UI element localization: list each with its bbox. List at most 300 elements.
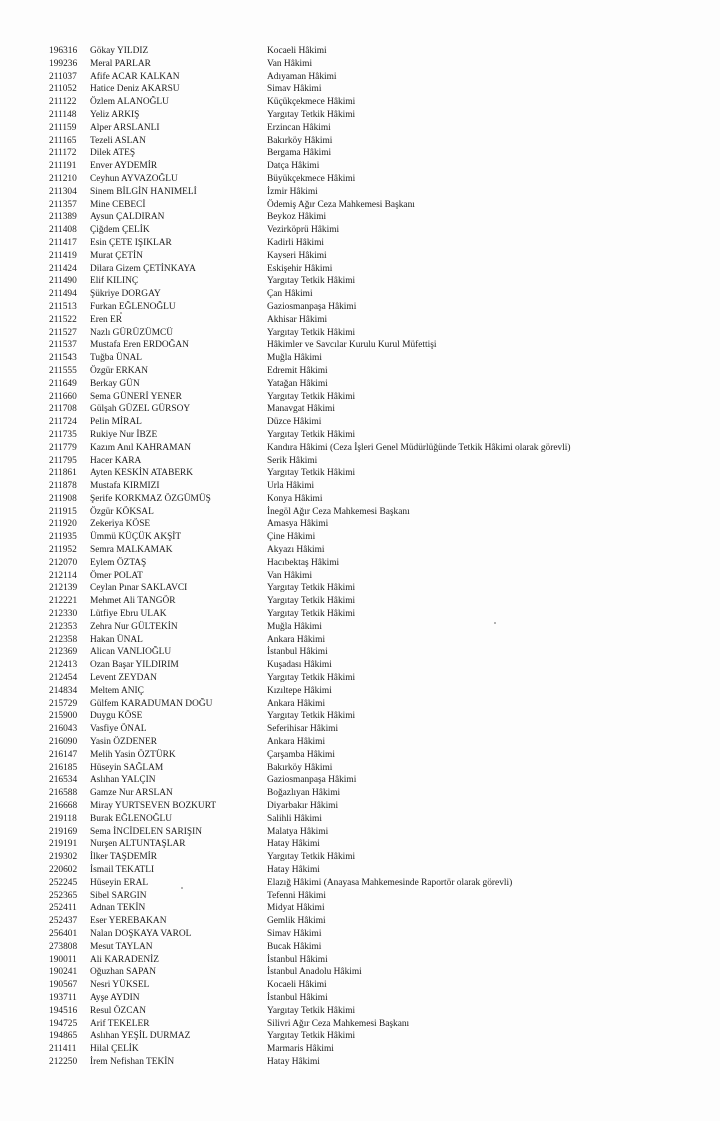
record-id: 190011 [49,954,77,965]
person-name: Burak EĞLENOĞLU [90,813,173,824]
record-id: 211122 [49,97,77,108]
table-row [49,45,689,58]
record-id: 211735 [49,429,77,440]
person-name: Nazlı GÜRÜZÜMCÜ [90,327,174,338]
table-row [49,71,689,84]
assigned-post: Yargıtay Tetkik Hâkimi [267,429,356,440]
assigned-post: Yargıtay Tetkik Hâkimi [267,711,356,722]
assigned-post: Hâkimler ve Savcılar Kurulu Kurul Müfettişi [267,340,437,351]
table-row [49,774,689,787]
table-row [49,570,689,583]
record-id: 219191 [49,839,78,850]
person-name: Şükriye DORGAY [90,289,161,300]
table-row [49,685,689,698]
table-row [49,160,689,173]
person-name: Ali KARADENİZ [90,954,160,965]
assigned-post: Kızıltepe Hâkimi [267,685,332,696]
person-name: Elif KILINÇ [90,276,139,287]
table-row [49,301,689,314]
person-name: Yeliz ARKIŞ [90,109,140,120]
table-row [49,902,689,915]
assigned-post: Yargıtay Tetkik Hâkimi [267,1031,356,1042]
assigned-post: Yargıtay Tetkik Hâkimi [267,1005,356,1016]
person-name: Rukiye Nur İBZE [90,429,158,440]
assigned-post: Serik Hâkimi [267,455,318,466]
assigned-post: Muğla Hâkimi [267,621,322,632]
assigned-post: Yatağan Hâkimi [267,378,328,389]
assigned-post: Hacıbektaş Hâkimi [267,557,340,568]
record-id: 256401 [49,928,78,939]
person-name: Berkay GÜN [90,378,140,389]
record-id: 211649 [49,378,77,389]
assigned-post: Malatya Hâkimi [267,826,329,837]
person-name: Mustafa Eren ERDOĞAN [90,340,189,351]
person-name: Mesut TAYLAN [90,941,153,952]
assigned-post: Ankara Hâkimi [267,634,326,645]
table-row [49,1030,689,1043]
table-row [49,224,689,237]
person-name: Enver AYDEMİR [90,161,158,172]
person-name: Ömer POLAT [90,570,143,581]
table-row [49,1005,689,1018]
table-row [49,365,689,378]
assigned-post: Urla Hâkimi [267,481,315,492]
person-name: Adnan TEKİN [90,903,146,914]
record-id: 194516 [49,1005,78,1016]
record-id: 211513 [49,301,77,312]
person-name: Oğuzhan SAPAN [90,967,157,978]
assigned-post: Ankara Hâkimi [267,737,326,748]
record-id: 211779 [49,442,77,453]
assigned-post: Yargıtay Tetkik Hâkimi [267,673,356,684]
person-name: Alican VANLIOĞLU [90,647,172,658]
record-id: 211052 [49,84,77,95]
person-name: Ayten KESKİN ATABERK [90,468,194,479]
table-row [49,928,689,941]
person-name: Miray YURTSEVEN BOZKURT [90,801,217,812]
assigned-post: İstanbul Hâkimi [267,954,328,965]
table-row [49,813,689,826]
person-name: Lütfiye Ebru ULAK [90,609,167,620]
table-row [49,941,689,954]
person-name: Çiğdem ÇELİK [90,225,150,236]
table-row [49,992,689,1005]
person-name: Nurşen ALTUNTAŞLAR [90,839,186,850]
assigned-post: Van Hâkimi [267,58,313,69]
table-row [49,250,689,263]
person-name: Eser YEREBAKAN [90,916,167,927]
assigned-post: Kayseri Hâkimi [267,250,327,261]
table-row [49,442,689,455]
table-row [49,787,689,800]
record-id: 211159 [49,122,77,133]
table-row [49,518,689,531]
assigned-post: Konya Hâkimi [267,493,323,504]
assigned-post: Seferihisar Hâkimi [267,724,339,735]
table-row [49,391,689,404]
person-name: Tuğba ÜNAL [90,353,143,364]
person-name: Aysun ÇALDIRAN [90,212,165,223]
person-name: Ümmü KÜÇÜK AKŞİT [90,532,182,543]
record-id: 211935 [49,532,77,543]
person-name: Hüseyin ERAL [90,877,149,888]
table-row [49,634,689,647]
person-name: Melih Yasin ÖZTÜRK [90,749,176,760]
assigned-post: Yargıtay Tetkik Hâkimi [267,609,356,620]
record-id: 211210 [49,173,77,184]
table-row [49,826,689,839]
person-name: Özlem ALANOĞLU [90,97,169,108]
record-id: 193711 [49,992,77,1003]
record-id: 212358 [49,634,78,645]
table-row [49,378,689,391]
table-row [49,979,689,992]
table-row [49,429,689,442]
record-id: 212250 [49,1056,78,1067]
person-name: Nalan DOŞKAYA VAROL [90,928,192,939]
assigned-post: Vezirköprü Hâkimi [267,225,340,236]
table-row [49,698,689,711]
assigned-post: Gaziosmanpaşa Hâkimi [267,301,357,312]
assigned-post: Çan Hâkimi [267,289,313,300]
record-id: 212221 [49,596,78,607]
assigned-post: Hatay Hâkimi [267,865,320,875]
record-id: 212139 [49,583,78,594]
person-name: Hilal ÇELİK [90,1044,139,1055]
record-id: 211191 [49,161,77,172]
person-name: Gülfem KARADUMAN DOĞU [90,698,213,709]
record-id: 211952 [49,545,77,556]
record-id: 219169 [49,826,78,837]
record-id: 212413 [49,660,78,671]
table-row [49,582,689,595]
person-name: Afife ACAR KALKAN [90,71,180,82]
table-row [49,288,689,301]
record-id: 215900 [49,711,78,722]
table-row [49,710,689,723]
assigned-post: Yargıtay Tetkik Hâkimi [267,109,356,120]
assigned-post: Amasya Hâkimi [267,519,329,530]
table-row [49,403,689,416]
person-name: Levent ZEYDAN [90,673,157,684]
table-row [49,96,689,109]
assigned-post: Kandıra Hâkimi (Ceza İşleri Genel Müdürlüğünde Tetkik Hâkimi olarak görevli) [267,442,571,453]
table-row [49,352,689,365]
table-row [49,339,689,352]
table-row [49,723,689,736]
table-row [49,646,689,659]
record-id: 252411 [49,903,77,914]
person-name: Dilara Gizem ÇETİNKAYA [90,263,196,274]
record-id: 216185 [49,762,78,773]
record-id: 211920 [49,519,77,530]
table-row [49,672,689,685]
table-row [49,621,689,634]
record-id: 211878 [49,481,77,492]
assigned-post: Simav Hâkimi [267,928,322,939]
table-row [49,659,689,672]
record-id: 212070 [49,557,78,568]
table-row [49,1056,689,1069]
person-name: Mehmet Ali TANGÖR [90,596,176,607]
record-id: 216090 [49,737,78,748]
record-id: 196316 [49,46,78,56]
assigned-post: Edremit Hâkimi [267,365,328,376]
table-row [49,954,689,967]
assigned-post: Yargıtay Tetkik Hâkimi [267,468,356,479]
assigned-post: Büyükçekmece Hâkimi [267,173,356,184]
person-name: Zekeriya KÖSE [90,519,151,530]
scan-speck [494,622,496,624]
record-id: 219118 [49,813,77,824]
record-id: 194725 [49,1018,78,1029]
assigned-post: Küçükçekmece Hâkimi [267,97,356,108]
table-row [49,109,689,122]
assigned-post: Gemlik Hâkimi [267,916,326,927]
table-row [49,314,689,327]
person-name: Duygu KÖSE [90,711,143,722]
table-row [49,851,689,864]
table-row [49,275,689,288]
assigned-post: Kadirli Hâkimi [267,237,325,248]
table-row [49,1043,689,1056]
assigned-post: Yargıtay Tetkik Hâkimi [267,852,356,863]
assigned-post: Kocaeli Hâkimi [267,46,327,56]
person-name: Ozan Başar YILDIRIM [90,660,179,671]
assigned-post: Beykoz Hâkimi [267,212,327,223]
assigned-post: Düzce Hâkimi [267,417,322,428]
record-id: 199236 [49,58,78,69]
record-id: 216668 [49,801,78,812]
record-id: 211908 [49,493,77,504]
record-id: 211417 [49,237,77,248]
person-name: Meral PARLAR [90,58,151,69]
person-name: Nesri YÜKSEL [90,980,150,991]
assigned-post: Midyat Hâkimi [267,903,325,914]
person-name: Semra MALKAMAK [90,545,173,556]
person-name: Yasin ÖZDENER [90,737,158,748]
record-id: 211304 [49,186,77,197]
person-name: Tezeli ASLAN [90,135,146,146]
record-id: 211490 [49,276,77,287]
record-id: 211165 [49,135,77,146]
assigned-post: Hatay Hâkimi [267,839,320,850]
table-row [49,557,689,570]
person-name: Zehra Nur GÜLTEKİN [90,621,178,632]
table-row [49,877,689,890]
table-row [49,58,689,71]
person-name: Eylem ÖZTAŞ [90,557,147,568]
person-name: Resul ÖZCAN [90,1005,146,1016]
person-name: Sema İNCİDELEN SARIŞIN [90,826,202,837]
person-name: İrem Nefishan TEKİN [90,1056,175,1067]
assigned-post: İstanbul Hâkimi [267,992,328,1003]
record-id: 212330 [49,609,78,620]
table-row [49,608,689,621]
person-name: Furkan EĞLENOĞLU [90,301,176,312]
record-id: 190241 [49,967,78,978]
person-name: Sema GÜNERİ YENER [90,391,182,402]
person-name: Aslıhan YALÇIN [90,775,156,786]
assigned-post: İstanbul Hâkimi [267,647,328,658]
assigned-post: Boğazlıyan Hâkimi [267,788,341,799]
assigned-post: Simav Hâkimi [267,84,322,95]
person-name: Esin ÇETE IŞIKLAR [90,237,172,248]
record-id: 215729 [49,698,78,709]
record-id: 211494 [49,289,77,300]
person-name: Mustafa KIRMIZI [90,481,160,492]
person-name: İsmail TEKATLI [90,865,155,875]
assigned-post: İnegöl Ağır Ceza Mahkemesi Başkanı [267,506,410,517]
record-id: 211795 [49,455,77,466]
assigned-post: Kocaeli Hâkimi [267,980,327,991]
table-row [49,749,689,762]
record-id: 211148 [49,109,77,120]
table-row [49,211,689,224]
person-name: İlker TAŞDEMİR [90,852,158,863]
assigned-post: İzmir Hâkimi [267,186,318,197]
record-id: 211527 [49,327,77,338]
person-name: Sinem BİLGİN HANIMELİ [90,186,197,197]
appointment-list [49,45,689,1069]
record-id: 211424 [49,263,77,274]
person-name: Alper ARSLANLI [90,122,160,133]
table-row [49,890,689,903]
table-row [49,122,689,135]
table-row [49,544,689,557]
person-name: Hüseyin SAĞLAM [90,762,164,773]
person-name: Gülşah GÜZEL GÜRSOY [90,404,191,415]
assigned-post: Manavgat Hâkimi [267,404,335,415]
assigned-post: Bergama Hâkimi [267,148,332,159]
assigned-post: Yargıtay Tetkik Hâkimi [267,276,356,287]
table-row [49,263,689,276]
table-row [49,915,689,928]
record-id: 190567 [49,980,78,991]
assigned-post: Marmaris Hâkimi [267,1044,334,1055]
person-name: Özgür KÖKSAL [90,506,154,517]
person-name: Ceyhun AYVAZOĞLU [90,173,178,184]
assigned-post: Çine Hâkimi [267,532,316,543]
scan-speck [120,312,122,314]
record-id: 216147 [49,749,78,760]
table-row [49,506,689,519]
table-row [49,736,689,749]
assigned-post: Tefenni Hâkimi [267,890,326,901]
person-name: Kazım Anıl KAHRAMAN [90,442,192,453]
person-name: Meltem ANIÇ [90,685,144,696]
scan-speck [181,887,183,889]
record-id: 211555 [49,365,77,376]
record-id: 211724 [49,417,77,428]
person-name: Özgür ERKAN [90,365,149,376]
record-id: 211411 [49,1044,77,1055]
person-name: Hakan ÜNAL [90,634,143,645]
assigned-post: Datça Hâkimi [267,161,320,172]
record-id: 216043 [49,724,78,735]
assigned-post: Van Hâkimi [267,570,313,581]
assigned-post: Bucak Hâkimi [267,941,322,952]
record-id: 212353 [49,621,78,632]
assigned-post: Akhisar Hâkimi [267,314,328,325]
person-name: Gamze Nur ARSLAN [90,788,173,799]
assigned-post: Ankara Hâkimi [267,698,326,709]
record-id: 211861 [49,468,77,479]
table-row [49,455,689,468]
person-name: Mine CEBECİ [90,199,146,210]
record-id: 216588 [49,788,78,799]
person-name: Hacer KARA [90,455,142,466]
person-name: Şerife KORKMAZ ÖZGÜMÜŞ [90,493,211,504]
record-id: 214834 [49,685,78,696]
record-id: 252245 [49,877,78,888]
record-id: 211522 [49,314,77,325]
assigned-post: Bakırköy Hâkimi [267,762,333,773]
assigned-post: Yargıtay Tetkik Hâkimi [267,596,356,607]
record-id: 252437 [49,916,78,927]
record-id: 212114 [49,570,77,581]
record-id: 211543 [49,353,77,364]
record-id: 194865 [49,1031,78,1042]
record-id: 211357 [49,199,77,210]
person-name: Eren ER [90,314,123,325]
record-id: 273808 [49,941,78,952]
assigned-post: Salihli Hâkimi [267,813,322,824]
assigned-post: Bakırköy Hâkimi [267,135,333,146]
table-row [49,416,689,429]
table-row [49,762,689,775]
record-id: 211537 [49,340,77,351]
assigned-post: Kuşadası Hâkimi [267,660,332,671]
assigned-post: Akyazı Hâkimi [267,545,325,556]
assigned-post: Elazığ Hâkimi (Anayasa Mahkemesinde Raportör olarak görevli) [267,877,513,888]
table-row [49,800,689,813]
table-row [49,864,689,877]
record-id: 212369 [49,647,78,658]
person-name: Dilek ATEŞ [90,148,136,159]
table-row [49,531,689,544]
record-id: 220602 [49,865,78,875]
person-name: Vasfiye ÖNAL [90,724,147,735]
assigned-post: Yargıtay Tetkik Hâkimi [267,327,356,338]
assigned-post: Ödemiş Ağır Ceza Mahkemesi Başkanı [267,199,415,210]
assigned-post: İstanbul Anadolu Hâkimi [267,967,362,978]
record-id: 211708 [49,404,77,415]
assigned-post: Hatay Hâkimi [267,1056,320,1067]
person-name: Hatice Deniz AKARSU [90,84,180,95]
table-row [49,966,689,979]
table-row [49,838,689,851]
record-id: 211915 [49,506,77,517]
table-row [49,83,689,96]
person-name: Gökay YILDIZ [90,46,149,56]
table-row [49,327,689,340]
person-name: Ayşe AYDIN [90,992,140,1003]
assigned-post: Diyarbakır Hâkimi [267,801,339,812]
record-id: 252365 [49,890,78,901]
person-name: Pelin MİRAL [90,417,142,428]
table-row [49,173,689,186]
person-name: Arif TEKELER [90,1018,150,1029]
record-id: 211172 [49,148,77,159]
assigned-post: Adıyaman Hâkimi [267,71,337,82]
record-id: 211389 [49,212,77,223]
table-row [49,467,689,480]
record-id: 219302 [49,852,78,863]
record-id: 211408 [49,225,77,236]
table-row [49,595,689,608]
table-row [49,135,689,148]
